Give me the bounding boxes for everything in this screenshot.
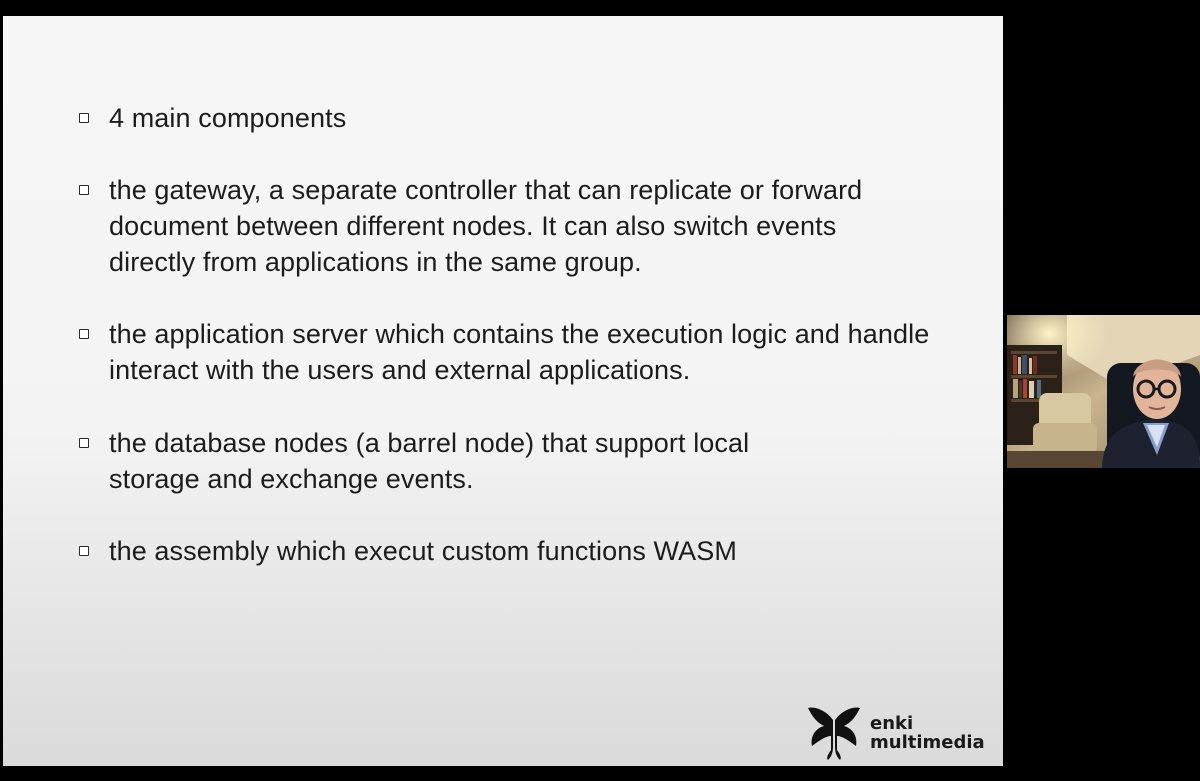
square-bullet-icon (79, 438, 89, 448)
square-bullet-icon (79, 113, 89, 123)
bullet-item (79, 100, 979, 136)
presenter-video-icon (1007, 315, 1200, 468)
presenter-webcam (1007, 315, 1200, 468)
bullet-item (79, 425, 979, 497)
bullet-item (79, 533, 979, 569)
square-bullet-icon (79, 546, 89, 556)
bullet-text: the assembly which execut custom functions WASM (109, 536, 737, 566)
bullet-text: 4 main components (109, 103, 347, 133)
square-bullet-icon (79, 185, 89, 195)
bullet-item (79, 172, 979, 280)
presentation-slide (3, 16, 1003, 766)
logo-line-enki: enki (870, 713, 914, 734)
logo-line-multimedia: multimedia (870, 732, 985, 753)
square-bullet-icon (79, 329, 89, 339)
bullet-text: the gateway, a separate controller that can replicate or forward document between different nodes. It can also switch events directly from applications in the same group. (109, 175, 863, 277)
enki-multimedia-logo (806, 706, 985, 760)
bullet-item (79, 316, 979, 388)
logo-text (870, 714, 985, 752)
bullet-text: the application server which contains the execution logic and handle interact with the users and external applications. (109, 319, 930, 385)
bullet-text: the database nodes (a barrel node) that support local storage and exchange events. (109, 428, 750, 494)
butterfly-icon (806, 706, 862, 760)
